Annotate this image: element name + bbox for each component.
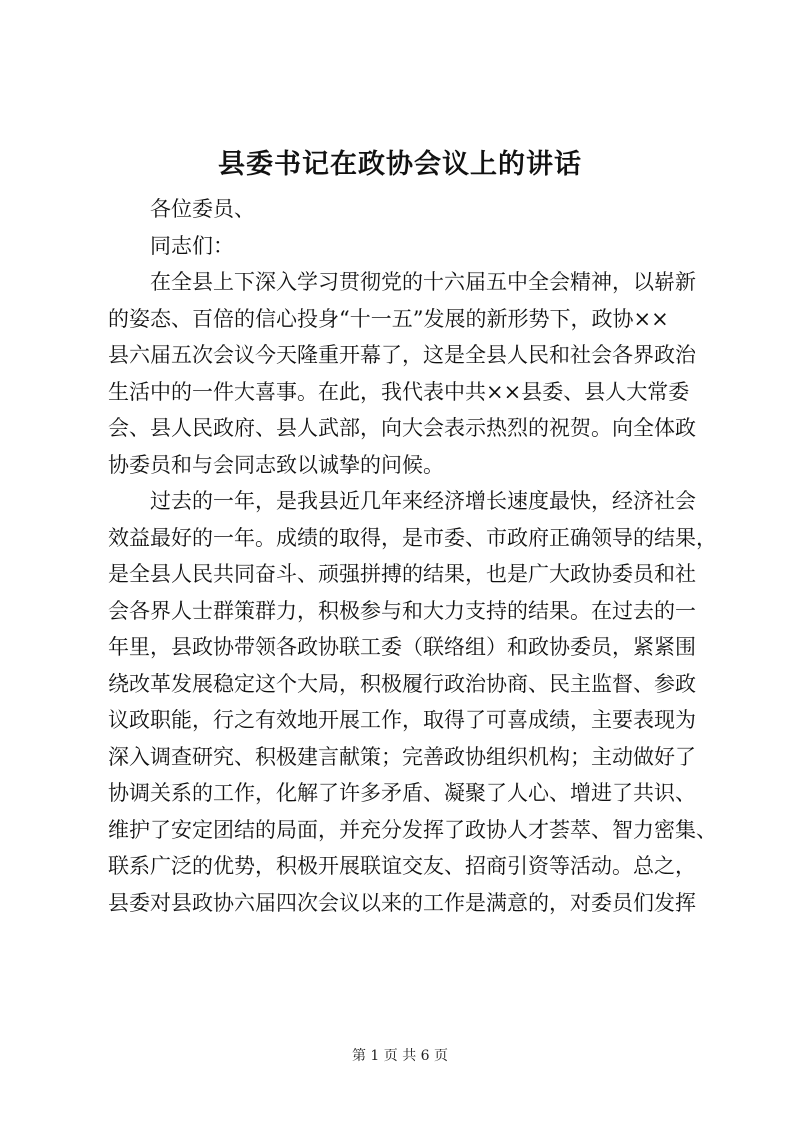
salutation-line: 同志们：: [150, 233, 234, 258]
paragraph-line: 年里，县政协带领各政协联工委（联络组）和政协委员，紧紧围: [108, 635, 696, 659]
salutation-line: 各位委员、: [150, 197, 255, 221]
paragraph-line: 在全县上下深入学习贯彻党的十六届五中全会精神，以崭新: [150, 270, 696, 294]
paragraph-line: 过去的一年，是我县近几年来经济增长速度最快，经济社会: [150, 489, 696, 513]
paragraph-line: 维护了安定团结的局面，并充分发挥了政协人才荟萃、智力密集、: [108, 817, 717, 842]
paragraph-line: 联系广泛的优势，积极开展联谊交友、招商引资等活动。总之，: [108, 854, 696, 878]
paragraph-line: 深入调查研究、积极建言献策；完善政协组织机构；主动做好了: [108, 744, 696, 769]
document-body: [108, 191, 716, 921]
paragraph-line: 县委对县政协六届四次会议以来的工作是满意的，对委员们发挥: [108, 890, 696, 915]
paragraph-line: 生活中的一件大喜事。在此，我代表中共××县委、县人大常委: [108, 379, 690, 404]
paragraph-line: 会各界人士群策群力，积极参与和大力支持的结果。在过去的一: [108, 598, 696, 623]
paragraph-line: 效益最好的一年。成绩的取得，是市委、市政府正确领导的结果，: [108, 525, 717, 550]
paragraph-line: 议政职能，行之有效地开展工作，取得了可喜成绩，主要表现为: [108, 708, 696, 732]
paragraph-line: 是全县人民共同奋斗、顽强拼搏的结果，也是广大政协委员和社: [108, 562, 696, 586]
paragraph-line: 县六届五次会议今天隆重开幕了，这是全县人民和社会各界政治: [108, 343, 696, 367]
paragraph-line: 协调关系的工作，化解了许多矛盾、凝聚了人心、增进了共识、: [108, 781, 696, 805]
document-title: 县委书记在政协会议上的讲话: [218, 149, 582, 180]
page-footer: 第 1 页 共 6 页: [351, 1048, 449, 1064]
paragraph-line: 的姿态、百倍的信心投身“十一五”发展的新形势下，政协××: [108, 306, 669, 331]
paragraph-line: 协委员和与会同志致以诚挚的问候。: [108, 452, 444, 477]
paragraph-line: 会、县人民政府、县人武部，向大会表示热烈的祝贺。向全体政: [108, 416, 696, 440]
paragraph-line: 绕改革发展稳定这个大局，积极履行政治协商、民主监督、参政: [108, 671, 696, 696]
